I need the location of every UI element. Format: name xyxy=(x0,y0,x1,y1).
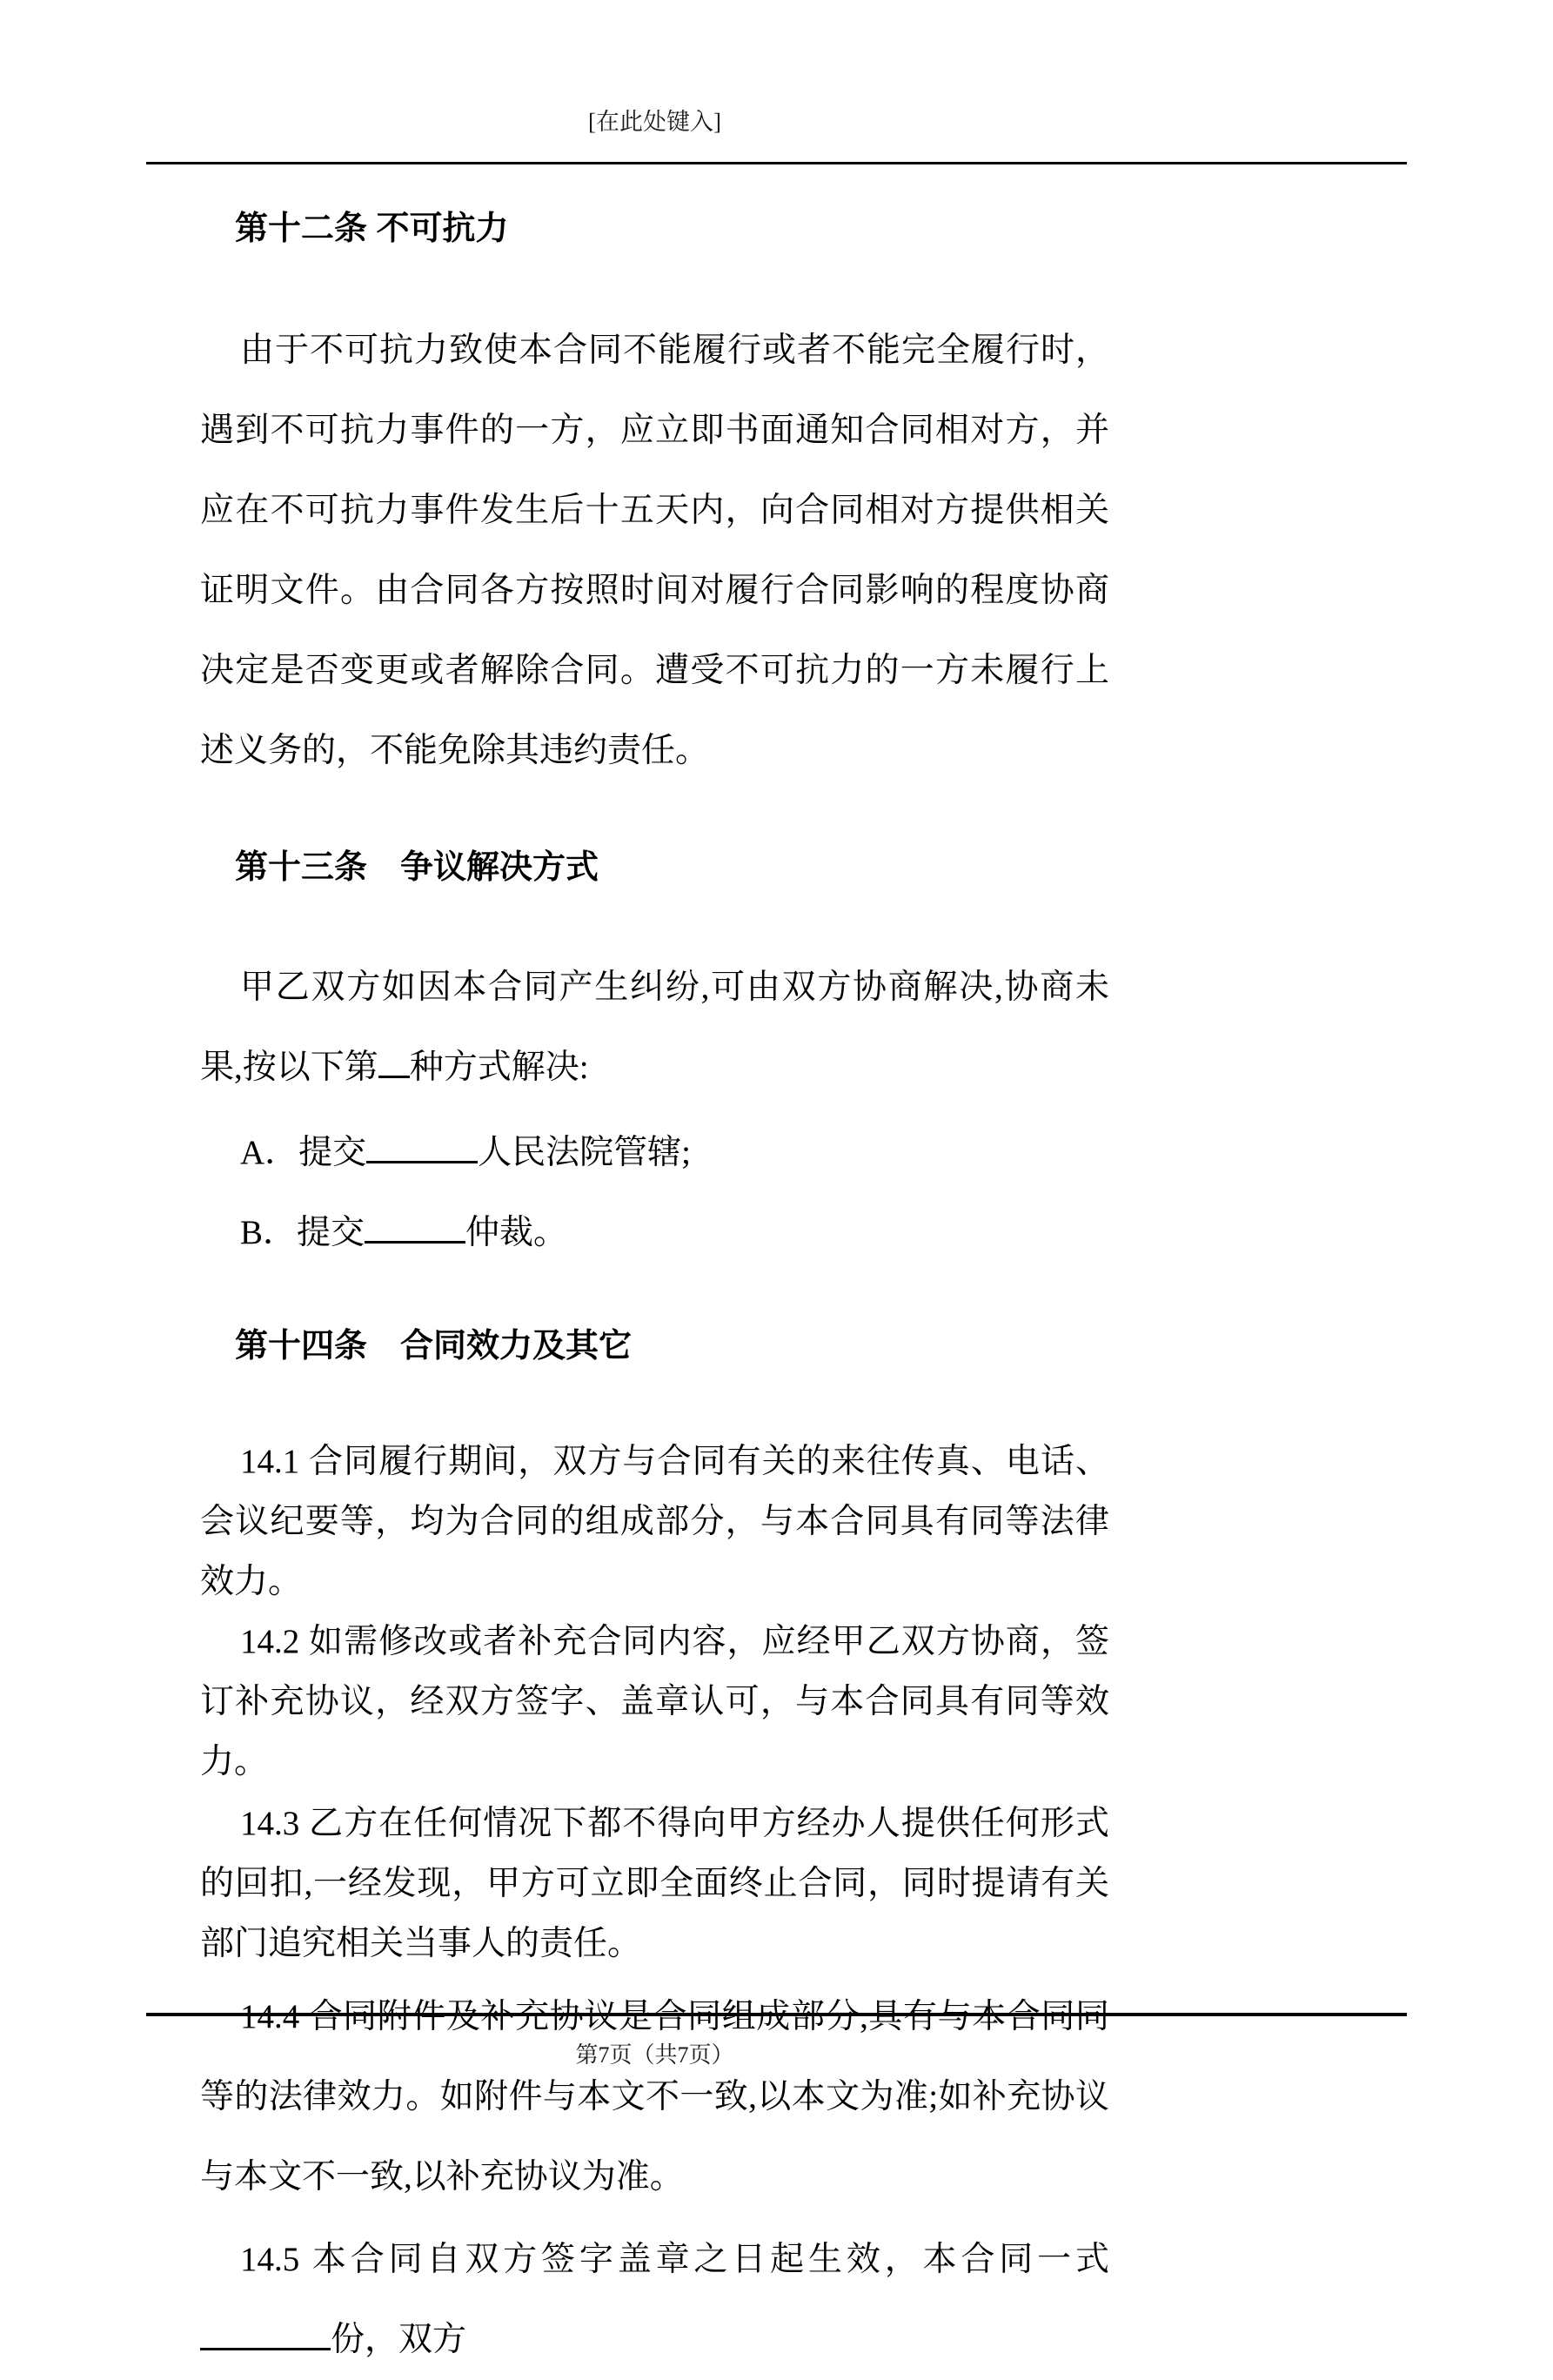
option-b-suffix: 仲裁。 xyxy=(465,1214,568,1251)
option-b-prefix: B．提交 xyxy=(240,1214,365,1251)
clause-14-5 xyxy=(200,2220,1109,2380)
article-12-heading: 第十二条 不可抗力 xyxy=(235,211,509,247)
article-14-heading: 第十四条 合同效力及其它 xyxy=(235,1328,633,1364)
clause-14-5-after-blank: 份，双方 xyxy=(331,2321,467,2358)
page-number-text: 第7页（共7页） xyxy=(575,2042,734,2068)
court-name-blank xyxy=(366,1131,478,1163)
header-placeholder-text: [在此处键入] xyxy=(588,109,721,135)
clause-14-1: 14.1 合同履行期间，双方与合同有关的来往传真、电话、会议纪要等，均为合同的组成部分，与本合同具有同等法律效力。 xyxy=(200,1443,1109,1600)
copies-count-blank xyxy=(200,2318,331,2350)
option-a-line xyxy=(200,1113,1109,1193)
article-13-intro-before-blank: 甲乙双方如因本合同产生纠纷,可由双方协商解决,协商未果,按以下第 xyxy=(200,969,1109,1086)
option-b-line xyxy=(200,1193,1109,1273)
clause-14-3: 14.3 乙方在任何情况下都不得向甲方经办人提供任何形式的回扣,一经发现，甲方可立即全面终止合同，同时提请有关部门追究相关当事人的责任。 xyxy=(200,1805,1109,1962)
clause-14-2: 14.2 如需修改或者补充合同内容，应经甲乙双方协商，签订补充协议，经双方签字、盖章认可，与本合同具有同等效力。 xyxy=(200,1623,1109,1780)
dispute-method-number-blank xyxy=(378,1046,410,1078)
arbitration-body-blank xyxy=(365,1211,465,1244)
clause-14-4: 14.4 合同附件及补充协议是合同组成部分,具有与本合同同等的法律效力。如附件与本文不一致,以本文为准;如补充协议与本文不一致,以补充协议为准。 xyxy=(200,1998,1109,2196)
option-a-prefix: A．提交 xyxy=(240,1134,367,1171)
article-13-intro xyxy=(200,948,1109,1108)
page-footer xyxy=(146,2013,1407,2069)
page-header xyxy=(146,106,1407,164)
article-13-intro-after-blank: 种方式解决: xyxy=(409,1049,589,1086)
option-a-suffix: 人民法院管辖; xyxy=(478,1134,692,1171)
article-13-heading: 第十三条 争议解决方式 xyxy=(235,849,599,886)
article-12-paragraph: 由于不可抗力致使本合同不能履行或者不能完全履行时，遇到不可抗力事件的一方，应立即书面通知合同相对方，并应在不可抗力事件发生后十五天内，向合同相对方提供相关证明文件。由合同各方按照时间对履行合同影响的程度协商决定是否变更或者解除合同。遭受不可抗力的一方未履行上述义务的，不能免除其违约责任。 xyxy=(200,332,1109,769)
clause-14-5-before-blank: 14.5 本合同自双方签字盖章之日起生效，本合同一式 xyxy=(240,2241,1109,2278)
